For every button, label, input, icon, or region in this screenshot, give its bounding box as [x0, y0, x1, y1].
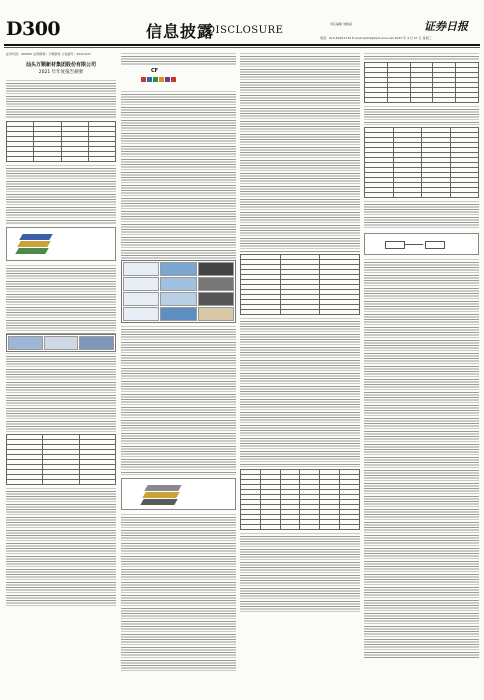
- layer-diagram: [6, 227, 116, 261]
- stock-code: 证券代码：300057: [6, 52, 33, 56]
- text-block: [121, 52, 236, 66]
- layer-shape: [17, 241, 50, 247]
- cf-figure: [121, 66, 236, 90]
- summary-table: [6, 121, 116, 162]
- image-table: [121, 260, 236, 323]
- text-block: [6, 164, 116, 224]
- text-block: [364, 52, 479, 60]
- cf-label: CF: [151, 68, 159, 74]
- text-block: [6, 79, 116, 119]
- contact-info: 电话：010-83251716 E-mail:zqrb9@zqrb.sina.net: [320, 36, 394, 40]
- color-swatch: [165, 77, 170, 82]
- data-table: [364, 62, 479, 103]
- editor-line: 责任编辑 刘晓溪: [330, 22, 352, 26]
- data-table: [240, 469, 360, 530]
- flow-arrow: [405, 244, 423, 245]
- product-image: [79, 336, 114, 350]
- color-strip: [141, 77, 176, 82]
- flow-box: [385, 241, 405, 249]
- product-image: [160, 277, 196, 291]
- column-1: [6, 52, 116, 690]
- product-image: [8, 336, 43, 350]
- product-image: [160, 262, 196, 276]
- product-image: [160, 292, 196, 306]
- column-4: [364, 52, 479, 690]
- product-image: [123, 292, 159, 306]
- flow-diagram: [364, 233, 479, 255]
- announcement-number: 公告编号：2022-037: [61, 52, 91, 56]
- text-block: [364, 200, 479, 230]
- product-image: [123, 262, 159, 276]
- layer-diagram: [121, 478, 236, 510]
- report-title: 2021 年年度报告摘要: [38, 70, 84, 75]
- layer-shape: [19, 234, 52, 240]
- company-name: 汕头万顺新材集团股份有限公司: [25, 62, 96, 68]
- text-block: [121, 513, 236, 673]
- text-block: [240, 532, 360, 612]
- data-table: [6, 434, 116, 485]
- text-block: [364, 258, 479, 658]
- masthead-rule-thin: [4, 47, 480, 48]
- text-block: [121, 90, 236, 260]
- text-block: [240, 52, 360, 252]
- product-image: [44, 336, 79, 350]
- layer-shape: [15, 248, 48, 254]
- product-image: [198, 277, 234, 291]
- product-image: [123, 277, 159, 291]
- layer-shape: [142, 492, 179, 498]
- stock-abbr: 证券简称：万顺新材: [33, 52, 61, 56]
- color-swatch: [159, 77, 164, 82]
- stock-info: [6, 52, 116, 56]
- masthead: [0, 0, 484, 46]
- color-swatch: [141, 77, 146, 82]
- color-swatch: [147, 77, 152, 82]
- text-block: [240, 317, 360, 467]
- layer-shape: [140, 499, 177, 505]
- page-number: D300: [6, 18, 61, 40]
- issue-date: 2022 年 4 月 27 日 星期三: [394, 36, 432, 40]
- product-image: [198, 292, 234, 306]
- color-swatch: [171, 77, 176, 82]
- text-block: [6, 487, 116, 607]
- data-table: [240, 254, 360, 315]
- newspaper-logo: 证券日报: [424, 20, 468, 33]
- flow-box: [425, 241, 445, 249]
- text-block: [364, 105, 479, 125]
- column-2: [121, 52, 236, 690]
- color-swatch: [153, 77, 158, 82]
- text-block: [6, 264, 116, 334]
- product-image-grid: [6, 334, 116, 352]
- product-image: [198, 262, 234, 276]
- masthead-rule-thick: [4, 44, 480, 46]
- product-image: [160, 307, 196, 321]
- section-title-cn: 信息披露: [146, 22, 215, 41]
- product-image: [123, 307, 159, 321]
- column-3: [240, 52, 360, 690]
- layer-shape: [144, 485, 181, 491]
- data-table: [364, 127, 479, 198]
- product-image: [198, 307, 234, 321]
- text-block: [6, 352, 116, 432]
- contact-date-line: [320, 36, 432, 40]
- section-title-en: DISCLOSURE: [207, 25, 284, 36]
- text-block: [121, 325, 236, 475]
